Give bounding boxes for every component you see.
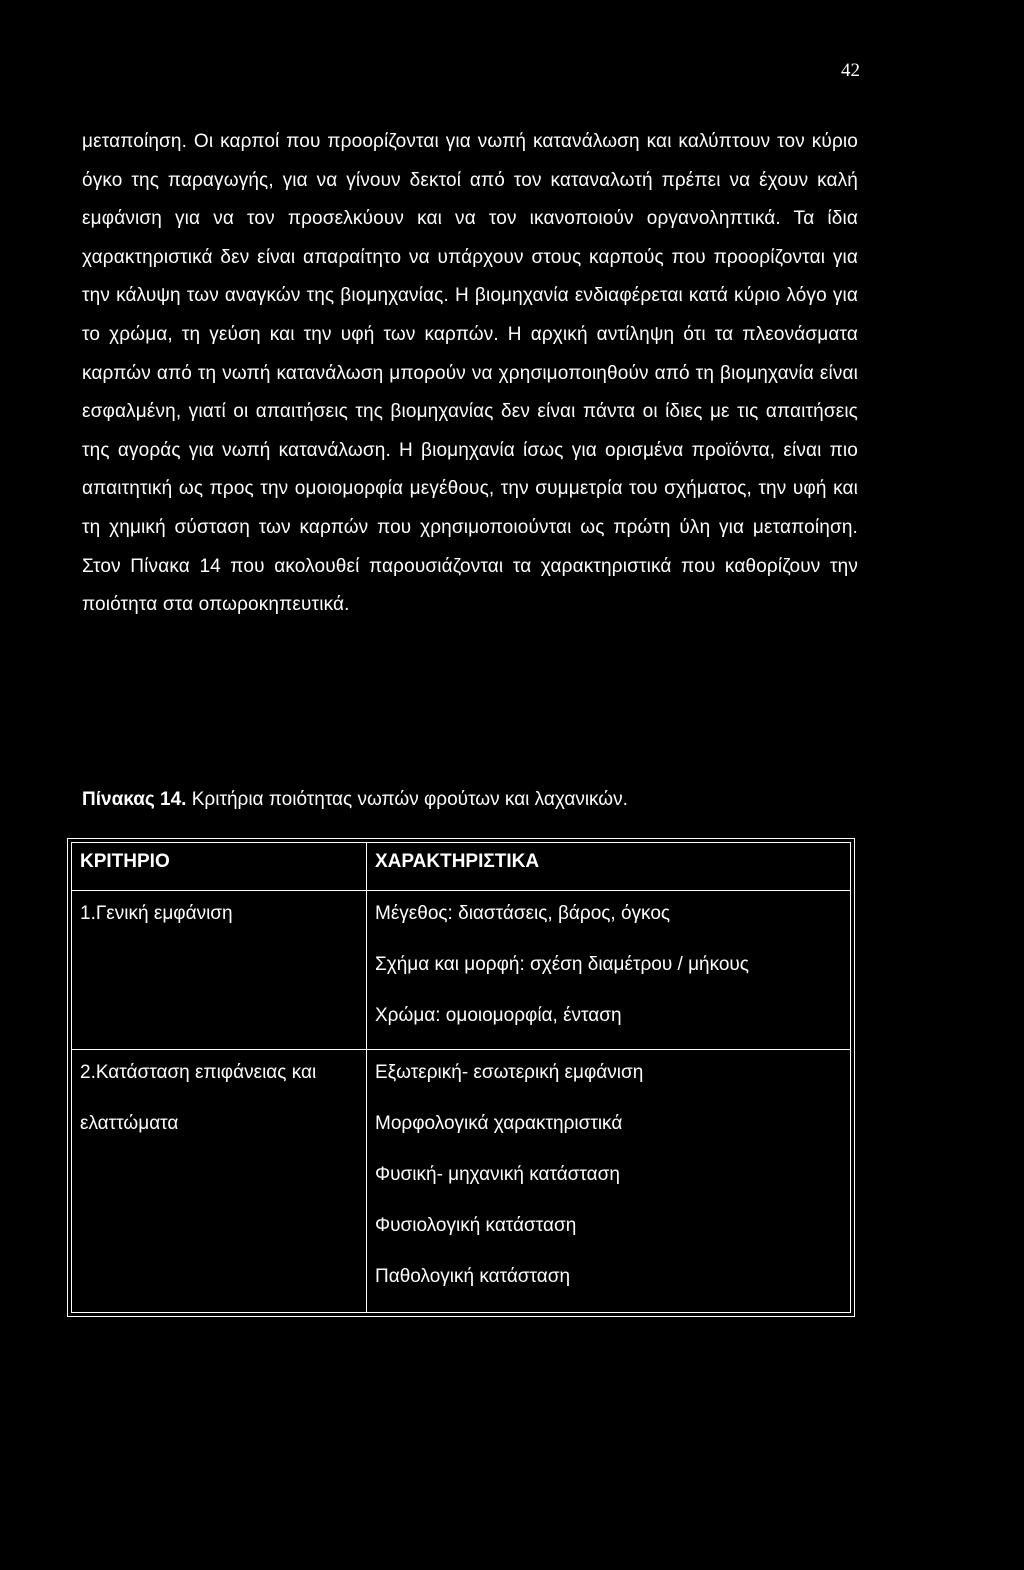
characteristic-line: Σχήμα και μορφή: σχέση διαμέτρου / μήκους (375, 954, 749, 975)
table-header-row (72, 843, 851, 891)
table-caption (82, 785, 628, 815)
header-characteristics: ΧΑΡΑΚΤΗΡΙΣΤΙΚΑ (367, 843, 851, 891)
page-number: 42 (841, 60, 860, 81)
criterion-line: 2.Κατάσταση επιφάνειας και (80, 1062, 317, 1083)
body-paragraph: μεταποίηση. Οι καρποί που προορίζονται για νωπή κατανάλωση και καλύπτουν τον κύριο όγκο της παραγωγής, για να γίνουν δεκτοί από τον καταναλωτή πρέπει να έχουν καλή εμφάνιση για να τον προσελκύουν και να τον ικανοποιούν οργανοληπτικά. Τα ίδια χαρακτηριστικά δεν είναι απαραίτητο να υπάρχουν στους καρπούς που προορίζονται για την κάλυψη των αναγκών της βιομηχανίας. Η βιομηχανία ενδιαφέρεται κατά κύριο λόγο για το χρώμα, τη γεύση και την υφή των καρπών. Η αρχική αντίληψη ότι τα πλεονάσματα καρπών από τη νωπή κατανάλωση μπορούν να χρησιμοποιηθούν από τη βιομηχανία είναι εσφαλμένη, γιατί οι απαιτήσεις της βιομηχανίας δεν είναι πάντα οι ίδιες με τις απαιτήσεις της αγοράς για νωπή κατανάλωση. Η βιομηχανία ίσως για ορισμένα προϊόντα, είναι πιο απαιτητική ως προς την ομοιομορφία μεγέθους, την συμμετρία του σχήματος, την υφή και τη χημική σύσταση των καρπών που χρησιμοποιούνται ως πρώτη ύλη για μεταποίηση. Στον Πίνακα 14 που ακολουθεί παρουσιάζονται τα χαρακτηριστικά που καθορίζουν την ποιότητα στα οπωροκηπευτικά. (82, 131, 858, 616)
characteristic-line: Χρώμα: ομοιομορφία, ένταση (375, 1005, 622, 1026)
characteristic-line: Φυσική- μηχανική κατάσταση (375, 1164, 620, 1185)
header-criterion: ΚΡΙΤΗΡΙΟ (72, 843, 367, 891)
criterion-line: ελαττώματα (80, 1113, 179, 1134)
characteristics-cell (367, 1050, 851, 1313)
table-row (72, 1050, 851, 1313)
characteristic-line: Εξωτερική- εσωτερική εμφάνιση (375, 1062, 644, 1083)
criterion-cell (72, 891, 367, 1050)
characteristic-line: Φυσιολογική κατάσταση (375, 1215, 577, 1236)
characteristic-line: Μορφολογικά χαρακτηριστικά (375, 1113, 623, 1134)
table-row (72, 891, 851, 1050)
characteristics-cell (367, 891, 851, 1050)
criterion-line: 1.Γενική εμφάνιση (80, 903, 233, 924)
criterion-cell (72, 1050, 367, 1313)
characteristic-line: Παθολογική κατάσταση (375, 1266, 571, 1287)
characteristic-line: Μέγεθος: διαστάσεις, βάρος, όγκος (375, 903, 671, 924)
quality-criteria-table (71, 842, 851, 1313)
table-caption-label: Πίνακας 14. (82, 789, 187, 810)
table-caption-text: Κριτήρια ποιότητας νωπών φρούτων και λαχανικών. (191, 789, 628, 810)
